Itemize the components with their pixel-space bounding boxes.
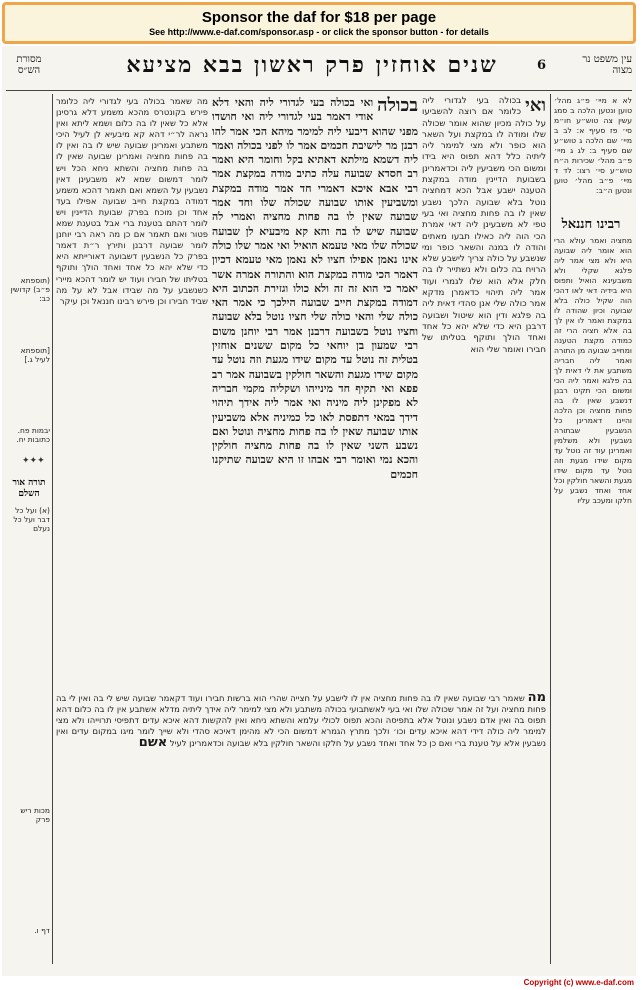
- tosafot-text: מה שאמר בכולה בעי לגדורי ליה כלומר פירש בקונטרס מהכא משמע דלא גרסינן אלא כל שאין לו בה כלום ושמא ליתא ואין נראה לר״י דהא קא מיבעיא לן לעיל היכי משתבע ואמרינן שבועה שיש לו בה ואין לו בה פחות מחציה ואמרינן שבועה שאין לו בה פחות מחציה והשתא ניחא הכל ויש לומר דמשום שמא לא משבעינן דאין נשבעין על השמא ואם תאמר דהכא משמע דמודה במקצת חייב שבועה אפילו בעד אחד וכן מוכח בפרק שבועת הדיינין ויש לומר דהתם בטענת ברי אבל בטענת שמא פטור ואם תאמר אם כן מה ראה רבי יוחנן לומר שבועה דרבנן ותירץ ר״ת דאמר בפרק כל הנשבעין דשבועה דאורייתא היא כדי שלא יהא כל אחד ואחד הולך ותוקף בטליתו של חבירו ועוד יש לומר דהכא מיירי כשנשבע על מה שבידו אבל לא על מה שביד חבירו וכן פירש רבינו חננאל וכן עיקר: [56, 96, 208, 306]
- masoret-note-6: מכות ריש פרק: [20, 806, 50, 824]
- gemara-text: ואי בכולה בעי לגדורי ליה והאי דלא אודי דאמר בעי לגדורי ליה ואי חושדו מפני שהוא דיבעי ליה למימר מיהא הכי אמר להו רבנן מר לישיבת חכמים אמר לו לפני בכולה ואמר ליה דשמא מילתא דאתיא בקל וחומר היא ואמר רב חסדא שבועה עלה כתיב מודה במקצת אמר רבי אבא איכא דאמרי חד אמר מודה במקצת ומשביעין אותו שבועה שכולה שלו וחד אמר שבועה שאין לו בה פחות מחציה ואמרי לה שבועה שיש לו בה והא קא מיבעיא לן שבועה שכולה שלו מאי טעמא הואיל ואי אמר שלו כולה אינו נאמן אפילו חציו לא נאמן מאי טעמא דכיון דאמר הכי מודה במקצת הוא והתורה אמרה אשר יאמר כי הוא זה זה ולא כולו וגזירת הכתוב היא דמודה במקצת חייב שבועה הילכך כי אמר האי כולה שלי והאי כולה שלי חציו נוטל בלא שבועה וחציו נוטל בשבועה דרבנן אמר רבי יוחנן משום רבי שמעון בן יוחאי כל מקום ששנים אוחזין בטלית זה נוטל עד מקום שידו מגעת וזה נוטל עד מקום שידו מגעת והשאר חולקין בשבועה אמר רב פפא ואי תקיף חד מינייהו ושקליה מקמי חבריה לא מפקינן ליה מיניה ואי אמר ליה אידך תיהוי דידך במאי דתפסת לאו כל כמיניה אלא משביעין אותו שבועה שאין לו בה פחות מחציה ונוטל ואם נשבע השני שאין לו בה פחות מחציה חולקין והכא נמי ואומר רבי אבהו זו היא שבועה שתיקנו חכמים: [212, 96, 418, 481]
- daf-title: שנים אוחזין פרק ראשון בבא מציעא: [126, 52, 498, 78]
- copyright-link[interactable]: Copyright (c) www.e-daf.com: [523, 978, 634, 987]
- tosafot-lead-word: אשם: [138, 735, 168, 751]
- talmud-page-scan: [2, 46, 636, 976]
- column-rule-left: [52, 94, 53, 964]
- bottom-commentary: [56, 692, 546, 972]
- rashi-lead-word: ואי: [525, 96, 546, 116]
- masoret-hashas-heading: מסורת הש״ס: [16, 54, 42, 76]
- tosafot-column: [56, 96, 208, 686]
- gemara-column: [212, 96, 418, 686]
- torah-ohr-heading: תורה אור השלם: [12, 478, 46, 499]
- rashi-column: [422, 96, 546, 686]
- bottom-commentary-text: שאמר רבי שבועה שאין לו בה פחות מחציה אין לו לישבע על חצייה שהרי הוא ברשות חבירו ועוד דקאמר שבועה שיש לי בה ואין לי בה פחות מחציה ועל זה אמר שכולה שלו ואי בעי לאשתבועי בכולה משתבע ולא מצי למימר ליה אידך ליתיה מדלא אשתבע אין לו בה כלום דהא תפוס בה ואין אדם נשבע ונוטל אלא בתפיסה והכא תפוס לכולי עלמא והשתא ניחא ואין להקשות דהא איכא עדים דתפיסי תרוייהו ולא מצי למימר ליה כולה דידי דהא איכא עדים וכו׳ ולכך מתרץ הגמרא דמשום הכי לא מהימן דאיכא סהדי ולא שייך לומר מיגו במקום עדים ואין נשבעין אלא על טענת ברי ואם כן כל אחד ואחד נשבע על חלקו והשאר חולקין בלא שבועה וכדאמרינן לעיל: [56, 693, 546, 749]
- gemara-lead-word: בכולה: [377, 96, 418, 116]
- page-number: 6: [537, 58, 547, 73]
- masoret-note-3: יבמות פח. כתובות יח.: [16, 426, 50, 444]
- masoret-note-2: [תוספתא לעיל ג.]: [20, 346, 50, 364]
- torah-ohr-note: (א) ועל כל דבר ועל כל נעלם: [13, 506, 50, 533]
- rabbeinu-chananel-heading: רבינו חננאל: [561, 217, 621, 232]
- masoret-note-1: (תוספתא פ״ב) קדושין כב:: [10, 276, 50, 303]
- masoret-note-7: דף ו.: [34, 926, 50, 935]
- ornament-divider: ✦✦✦: [22, 456, 45, 466]
- sponsor-banner[interactable]: [2, 2, 636, 44]
- rabbeinu-chananel-column: מחציה ואמר עולא הרי הוא אומר ליה שבועה היא ולא מצי אמר ליה פלגא שקלי ולא משבעינא הואיל ותפוס היא בידיה דאי לאו דהכי הוה שקיל כולה בלא שבועה וכיון שהודה לו במקצת ואמר לו אין לך בה אלא חציה הרי זה כמודה מקצת הטענה ומחייב שבועה מן התורה ואמר ליה חבריה משתבע את לי דאית לך בה פלגא ואמר ליה הכי ומשום הכי תקינו רבנן דנשבע שאין לו בה פחות מחציה וכן הלכה והיינו דאמרינן כל הנשבעין שבתורה נשבעין ולא משלמין ואמרינן עוד זה נוטל עד מקום שידו מגעת וזה נוטל עד מקום שידו מגעת והשאר חולקין וכל אחד ואחד נשבע על חלקו ומעכב עליו: [554, 236, 632, 505]
- ein-mishpat-column: לא א מיי׳ פ״ג מהל׳ טוען ונטען הלכה ב סמג עשין צה טוש״ע חו״מ סי׳ פז סעיף א: לב ב מיי׳ שם הלכה ג טוש״ע שם סעיף ב: לג ג מיי׳ פ״ב מהל׳ שכירות ה״ח טוש״ע סי׳ רצו: לד ד מיי׳ פ״ב מהל׳ טוען ונטען ה״ב:: [554, 96, 632, 195]
- header-rule: [6, 90, 632, 91]
- bottom-lead-word: מה: [527, 692, 546, 705]
- sponsor-subtitle[interactable]: See http://www.e-daf.com/sponsor.asp - or click the sponsor button - for details: [149, 27, 489, 37]
- rashi-text: בכולה בעי לגדורי ליה כלומר אם רוצה להשביעו על כולה מכיון שהוא אומר שכולה שלו ומודה לו במקצת ועל השאר הוא כופר ולא מצי למימר ליה ליתיה כלל דהא תפוס היא בידו ומשום הכי משביעין ליה וכדאמרינן בשבועת הדיינין מודה במקצת הטענה ישבע אבל הכא דמחציה נוטל בלא שבועה הלכך נשבע שאין לו בה פחות מחציה ואי בעי טפי לא משבעינן ליה דאי אמרת הכי הוה ליה כאילו תבעו מאתים והודה לו במנה והשאר כופר ומי שנשבע על כולה צריך לישבע שלא הרויח בה כלום ולא נשתייר לו בה חלק אלא הוא שלו לגמרי ועוד אמר ליה תיהוי כדאמרן מדקא אמר כולה שלי אנן סהדי דאית ליה בה פלגא ודין הוא שיטול ושבועה דרבנן היא כדי שלא יהא כל אחד ואחד הולך ותוקף בטליתו של חבירו ואומר שלי הוא: [422, 96, 546, 355]
- sponsor-title[interactable]: Sponsor the daf for $18 per page: [201, 9, 437, 26]
- ein-mishpat-heading: עין משפט נר מצוה: [582, 54, 632, 76]
